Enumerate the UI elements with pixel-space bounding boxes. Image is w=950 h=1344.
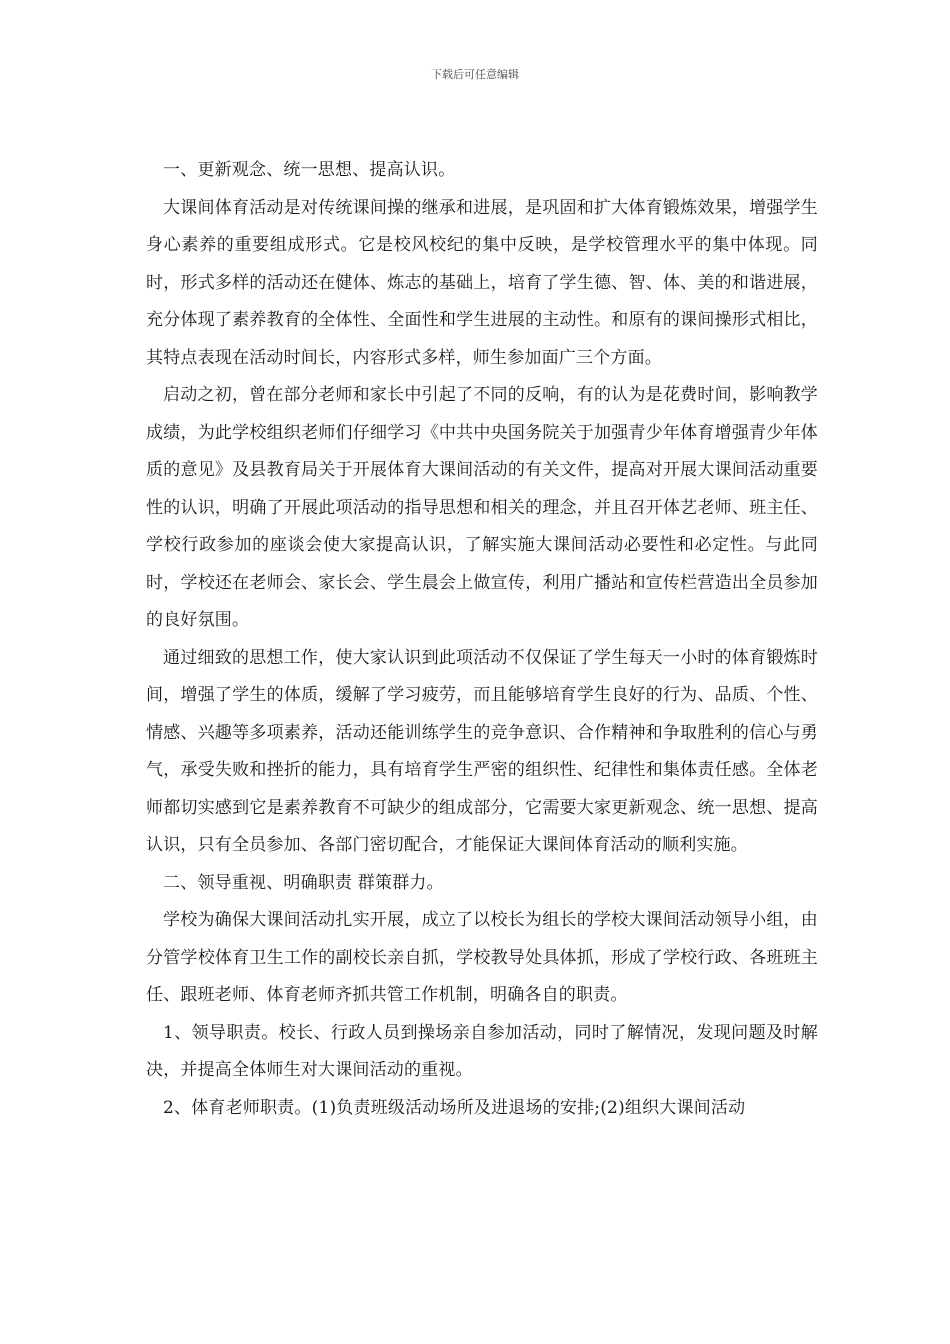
paragraph: 通过细致的思想工作，使大家认识到此项活动不仅保证了学生每天一小时的体育锻炼时间，增强了学生的体质，缓解了学习疲劳，而且能够培育学生良好的行为、品质、个性、情感、兴趣等多项素养，活动还能训练学生的竞争意识、合作精神和争取胜利的信心与勇气，承受失败和挫折的能力，具有培育学生严密的组织性、纪律性和集体责任感。全体老师都切实感到它是素养教育不可缺少的组成部分，它需要大家更新观念、统一思想、提高认识，只有全员参加、各部门密切配合，才能保证大课间体育活动的顺利实施。 [146, 647, 818, 855]
list-item: 2、体育老师职责。(1)负责班级活动场所及进退场的安排;(2)组织大课间活动 [163, 1097, 746, 1118]
paragraph: 大课间体育活动是对传统课间操的继承和进展，是巩固和扩大体育锻炼效果，增强学生身心素养的重要组成形式。它是校风校纪的集中反映，是学校管理水平的集中体现。同时，形式多样的活动还在健体、炼志的基础上，培育了学生德、智、体、美的和谐进展，充分体现了素养教育的全体性、全面性和学生进展的主动性。和原有的课间操形式相比，其特点表现在活动时间长，内容形式多样，师生参加面广三个方面。 [146, 197, 818, 368]
document-body [146, 152, 818, 1127]
heading-section-1: 一、更新观念、统一思想、提高认识。 [163, 160, 456, 180]
page-header: 下载后可任意编辑 [431, 68, 519, 81]
paragraph: 学校为确保大课间活动扎实开展，成立了以校长为组长的学校大课间活动领导小组，由分管学校体育卫生工作的副校长亲自抓，学校教导处具体抓，形成了学校行政、各班班主任、跟班老师、体育老师齐抓共管工作机制，明确各自的职责。 [146, 910, 818, 1005]
heading-section-2: 二、领导重视、明确职责 群策群力。 [163, 872, 444, 893]
list-item: 1、领导职责。校长、行政人员到操场亲自参加活动，同时了解情况，发现问题及时解决，并提高全体师生对大课间活动的重视。 [146, 1022, 818, 1080]
paragraph: 启动之初，曾在部分老师和家长中引起了不同的反响，有的认为是花费时间，影响教学成绩，为此学校组织老师们仔细学习《中共中央国务院关于加强青少年体育增强青少年体质的意见》及县教育局关于开展体育大课间活动的有关文件，提高对开展大课间活动重要性的认识，明确了开展此项活动的指导思想和相关的理念，并且召开体艺老师、班主任、学校行政参加的座谈会使大家提高认识，了解实施大课间活动必要性和必定性。与此同时，学校还在老师会、家长会、学生晨会上做宣传，利用广播站和宣传栏营造出全员参加的良好氛围。 [146, 385, 818, 630]
